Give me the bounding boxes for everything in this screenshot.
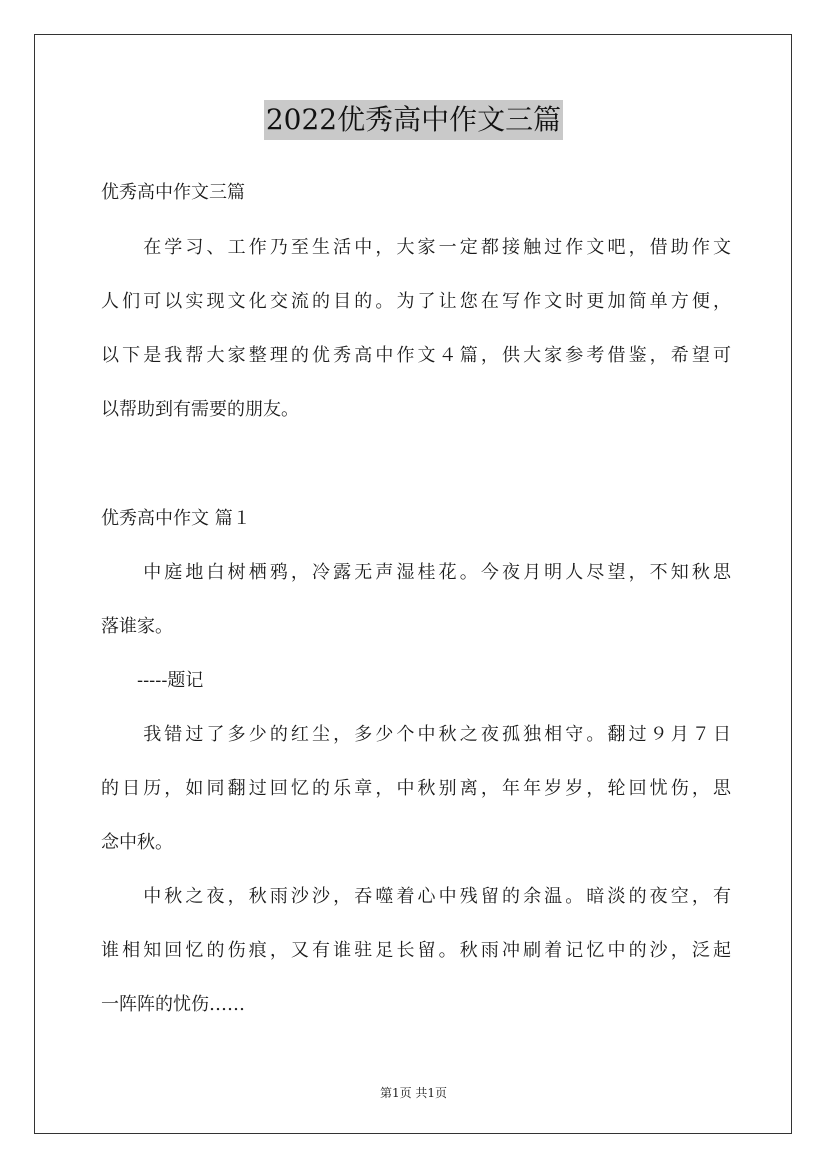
paragraph-line: 一阵阵的忧伤…… — [101, 994, 245, 1015]
paragraph-line: 谁相知回忆的伤痕，又有谁驻足长留。秋雨冲刷着记忆中的沙，泛起 — [101, 940, 731, 961]
essay-heading: 优秀高中作文 篇１ — [101, 508, 251, 529]
paragraph-line: 我错过了多少的红尘，多少个中秋之夜孤独相守。翻过９月７日 — [101, 724, 731, 745]
paragraph-line: 在学习、工作乃至生活中，大家一定都接触过作文吧，借助作文 — [101, 237, 731, 258]
epigraph-note: -----题记 — [101, 670, 204, 691]
paragraph-line: 人们可以实现文化交流的目的。为了让您在写作文时更加简单方便， — [101, 291, 731, 312]
paragraph-line: 落谁家。 — [101, 616, 173, 637]
paragraph-line: 的日历，如同翻过回忆的乐章，中秋别离，年年岁岁，轮回忧伤，思 — [101, 778, 731, 799]
paragraph-line: 以帮助到有需要的朋友。 — [101, 399, 299, 420]
paragraph-line: 以下是我帮大家整理的优秀高中作文４篇，供大家参考借鉴，希望可 — [101, 345, 731, 366]
page-footer: 第1页 共1页 — [379, 1086, 448, 1100]
title-container — [0, 100, 827, 140]
paragraph-line: 中庭地白树栖鸦，冷露无声湿桂花。今夜月明人尽望，不知秋思 — [101, 562, 731, 583]
document-title: 2022优秀高中作文三篇 — [264, 100, 563, 140]
section-heading: 优秀高中作文三篇 — [101, 182, 245, 203]
paragraph-line: 念中秋。 — [101, 832, 173, 853]
paragraph-line: 中秋之夜，秋雨沙沙，吞噬着心中残留的余温。暗淡的夜空，有 — [101, 886, 731, 907]
